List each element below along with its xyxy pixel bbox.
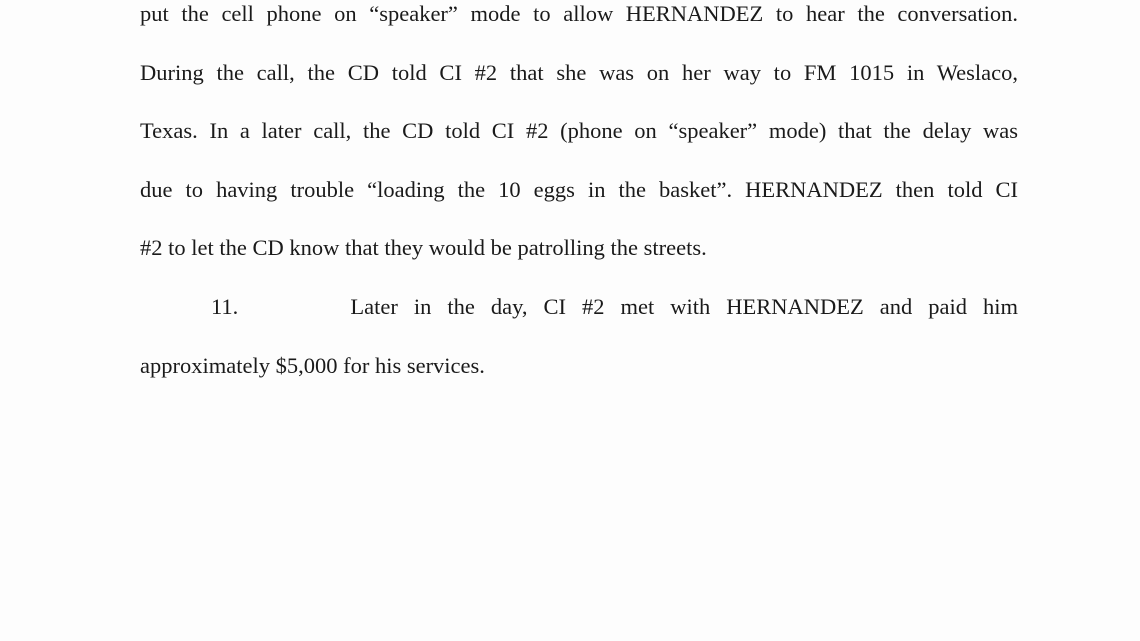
paragraph-10 [140,0,1018,278]
document-body [140,0,1018,395]
paragraph-11 [140,278,1018,395]
text-line: Texas. In a later call, the CD told CI #2 (phone on “speaker” mode) that the delay was [140,118,1018,144]
text-line: approximately $5,000 for his services. [140,352,485,378]
paragraph-number: 11. [211,293,239,319]
text-line: During the call, the CD told CI #2 that she was on her way to FM 1015 in Weslaco, [140,59,1018,85]
text-line [140,278,1018,337]
paragraph-text: Later in the day, CI #2 met with HERNANDEZ and paid him [350,293,1018,319]
text-line: put the cell phone on “speaker” mode to allow HERNANDEZ to hear the conversation. [140,1,1018,26]
text-line: #2 to let the CD know that they would be patrolling the streets. [140,235,707,261]
text-line: due to having trouble “loading the 10 eggs in the basket”. HERNANDEZ then told CI [140,176,1018,202]
